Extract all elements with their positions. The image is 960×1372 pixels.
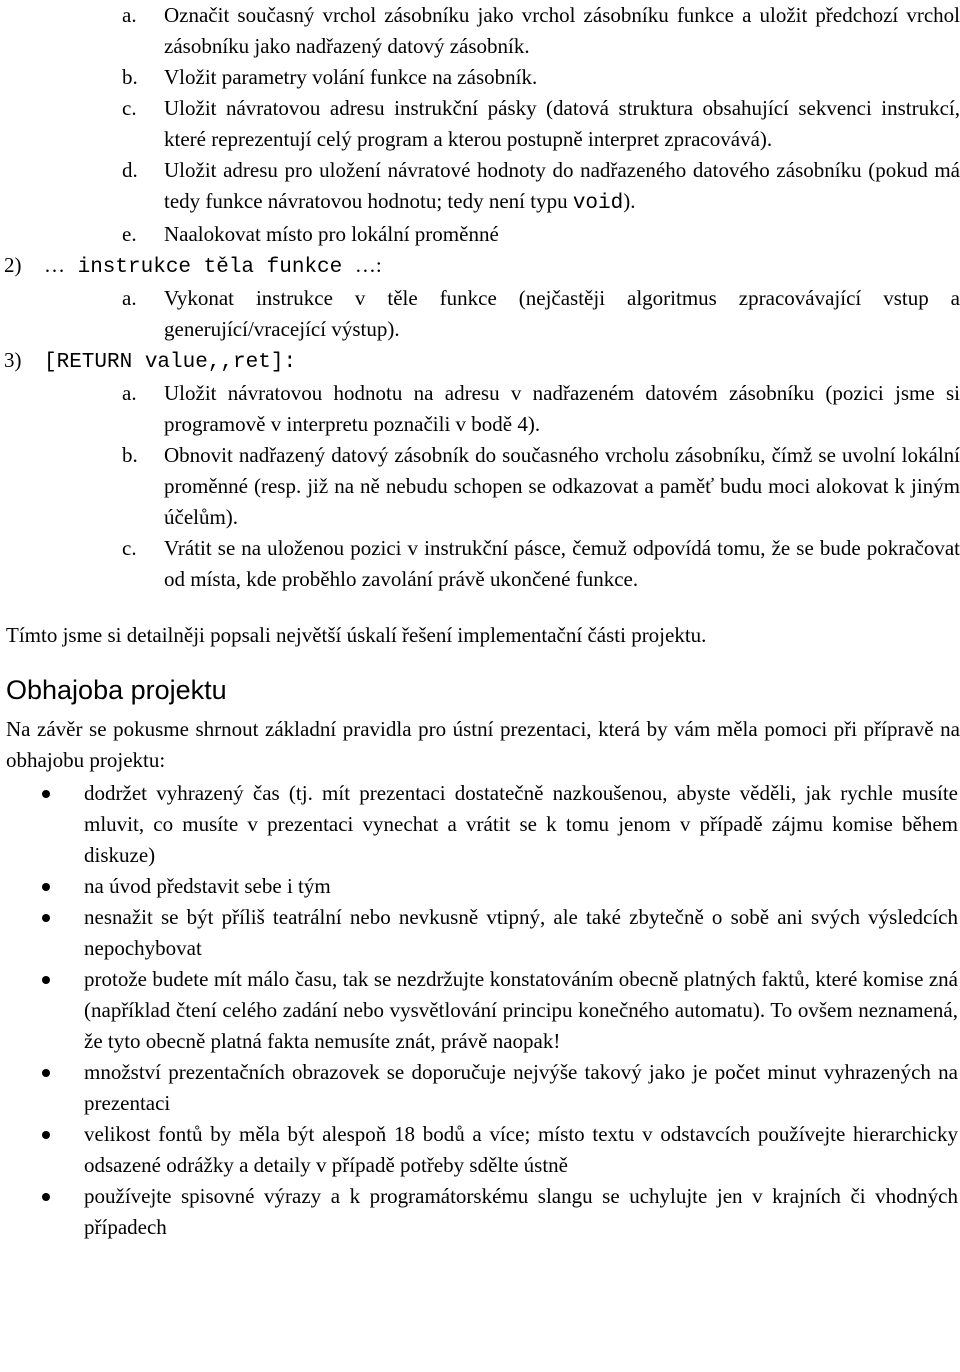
list-text: Obnovit nadřazený datový zásobník do současného vrcholu zásobníku, čímž se uvolní lokální proměnné (resp. již na ně nebudu schopen se odkazovat a paměť budu moci alokovat k jiným účelům). [164, 443, 960, 529]
section-heading: Obhajoba projektu [6, 675, 227, 705]
list-item [0, 1181, 958, 1243]
list-item [0, 0, 960, 62]
bullet-icon [42, 790, 50, 798]
list-item [0, 1119, 958, 1181]
list-item [0, 219, 960, 250]
step-3-heading [0, 345, 960, 378]
bullet-icon [42, 1069, 50, 1077]
list-marker: e. [122, 222, 137, 246]
list-item [0, 533, 960, 595]
list-marker: b. [122, 65, 138, 89]
code-void: void [572, 192, 624, 215]
list-text: Označit současný vrchol zásobníku jako vrchol zásobníku funkce a uložit předchozí vrchol zásobníku jako nadřazený datový zásobník. [164, 3, 960, 58]
list-item [0, 1057, 958, 1119]
list-text: protože budete mít málo času, tak se nezdržujte konstatováním obecně platných faktů, které komise zná (například čtení celého zadání nebo vysvětlování principu konečného automatu). To ovšem neznamená, že tyto obecně platná fakta nemusíte znát, právě naopak! [84, 967, 958, 1053]
list-item [0, 440, 960, 533]
list-item [0, 778, 958, 871]
list-text: nesnažit se být příliš teatrální nebo nevkusně vtipný, ale také zbytečně o sobě ani svých výsledcích nepochybovat [84, 905, 958, 960]
list-text: množství prezentačních obrazovek se doporučuje nejvýše takový jako je počet minut vyhrazených na prezentaci [84, 1060, 958, 1115]
list-text-end: ). [623, 189, 636, 213]
list-text: Vykonat instrukce v těle funkce (nejčastěji algoritmus zpracovávající vstup a generující/vracející výstup). [164, 286, 960, 341]
bullet-icon [42, 976, 50, 984]
list-text: Uložit adresu pro uložení návratové hodnoty do nadřazeného datového zásobníku (pokud má tedy funkce návratovou hodnotu; tedy není typu [164, 158, 960, 213]
step-suffix: …: [354, 253, 382, 277]
list-marker: a. [122, 286, 137, 310]
bullet-icon [42, 883, 50, 891]
list-marker: a. [122, 3, 137, 27]
step-2-heading [0, 250, 960, 283]
intro-paragraph: Na závěr se pokusme shrnout základní pravidla pro ústní prezentaci, která by vám měla pomoci při přípravě na obhajobu projektu: [6, 717, 960, 772]
list-text: Vrátit se na uloženou pozici v instrukční pásce, čemuž odpovídá tomu, že se bude pokračovat od místa, kde proběhlo zavolání právě ukončené funkce. [164, 536, 960, 591]
list-marker: b. [122, 443, 138, 467]
list-item [0, 155, 960, 219]
step-number: 3) [4, 348, 22, 372]
list-text: Vložit parametry volání funkce na zásobník. [164, 65, 538, 89]
list-marker: a. [122, 381, 137, 405]
list-marker: c. [122, 96, 137, 120]
list-item [0, 378, 960, 440]
list-item [0, 283, 960, 345]
step-number: 2) [4, 253, 22, 277]
list-marker: c. [122, 536, 137, 560]
list-item [0, 62, 960, 93]
list-text: na úvod představit sebe i tým [84, 874, 331, 898]
list-text: Naalokovat místo pro lokální proměnné [164, 222, 499, 246]
list-text: Uložit návratovou hodnotu na adresu v nadřazeném datovém zásobníku (pozici jsme si programově v interpretu poznačili v bodě 4). [164, 381, 960, 436]
list-text: Uložit návratovou adresu instrukční pásky (datová struktura obsahující sekvenci instrukcí, které reprezentují celý program a kterou postupně interpret zpracovává). [164, 96, 960, 151]
list-text: dodržet vyhrazený čas (tj. mít prezentaci dostatečně nazkoušenou, abyste věděli, jak rychle musíte mluvit, co musíte v prezentaci vynechat a vrátit se k tomu jenom v případě zájmu komise během diskuze) [84, 781, 958, 867]
list-text: používejte spisovné výrazy a k programátorskému slangu se uchylujte jen v krajních či vhodných případech [84, 1184, 958, 1239]
list-item [0, 964, 958, 1057]
list-item [0, 93, 960, 155]
list-marker: d. [122, 158, 138, 182]
rules-list [0, 778, 960, 1243]
step-prefix: … [44, 253, 65, 277]
list-item [0, 871, 958, 902]
step-code: instrukce těla funkce [65, 256, 355, 279]
bullet-icon [42, 914, 50, 922]
list-item [0, 902, 958, 964]
list-text: velikost fontů by měla být alespoň 18 bodů a více; místo textu v odstavcích používejte hierarchicky odsazené odrážky a detaily v případě potřeby sdělte ústně [84, 1122, 958, 1177]
summary-paragraph: Tímto jsme si detailněji popsali největší úskalí řešení implementační části projektu. [6, 623, 707, 647]
bullet-icon [42, 1193, 50, 1201]
bullet-icon [42, 1131, 50, 1139]
step-code: [RETURN value,,ret]: [44, 351, 297, 374]
